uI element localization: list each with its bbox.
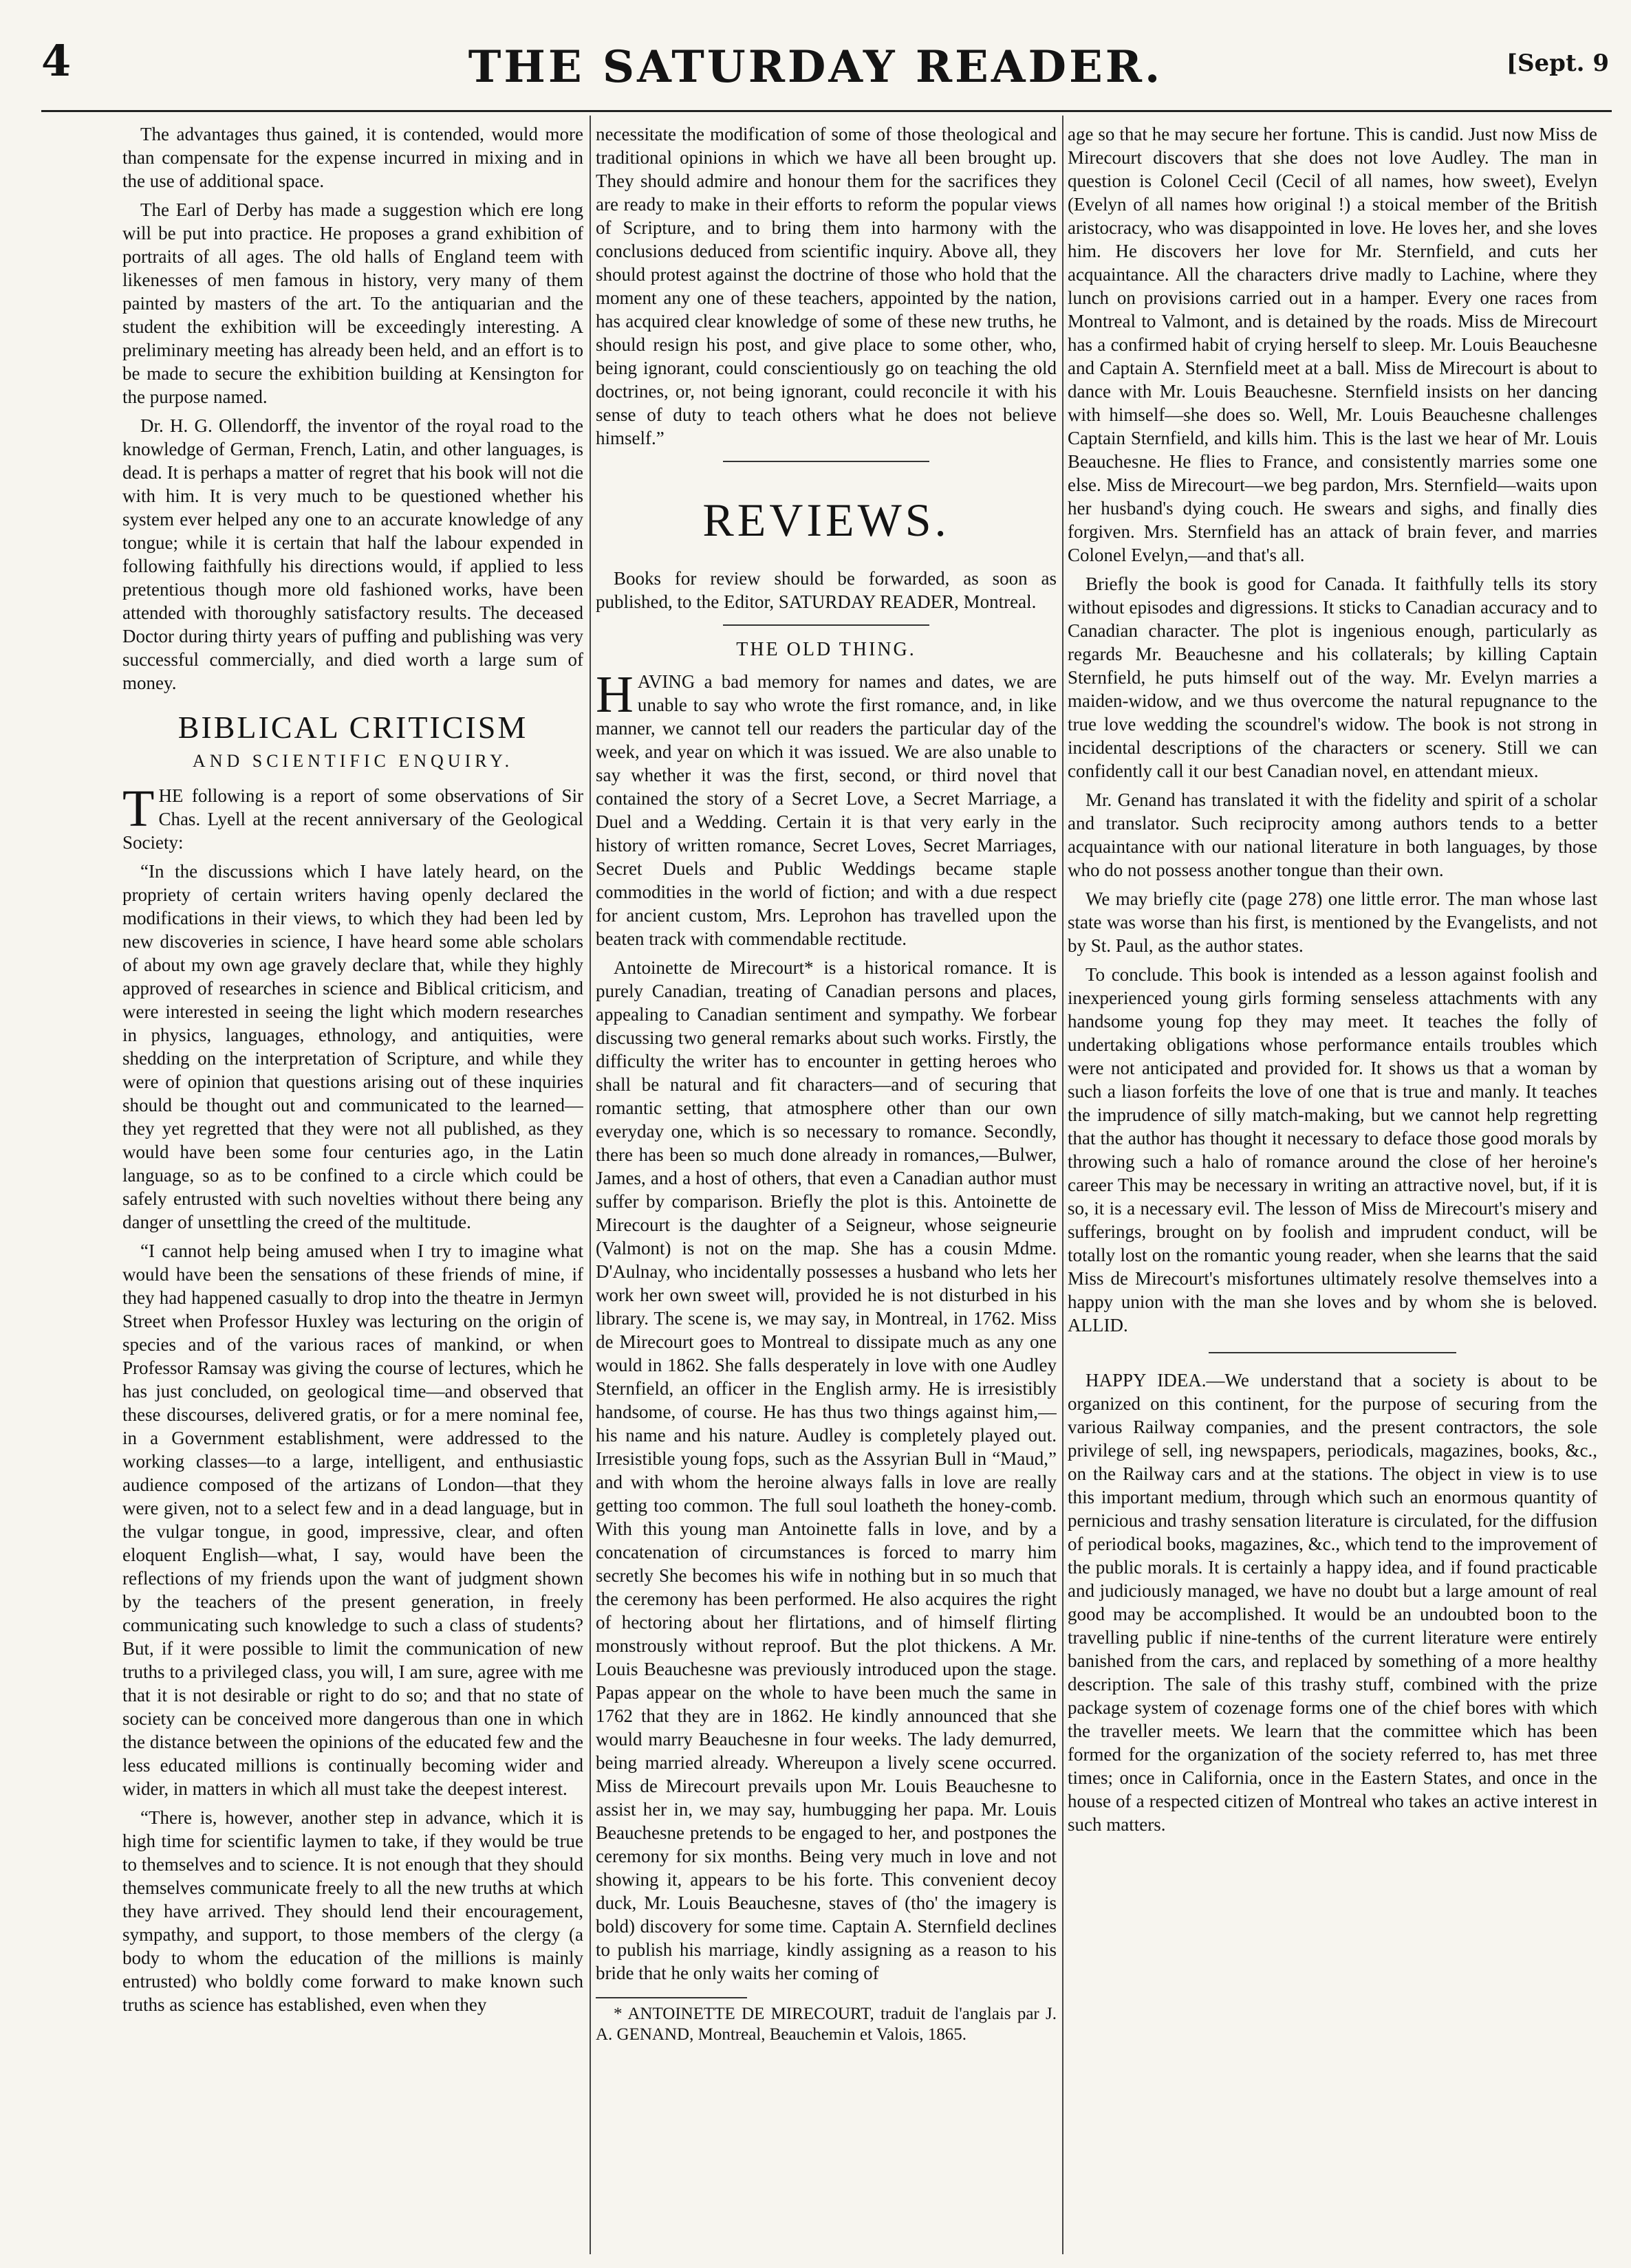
- masthead: THE SATURDAY READER.: [468, 41, 1163, 93]
- paragraph-lead: [122, 780, 583, 854]
- column-3: [1068, 122, 1597, 2254]
- header-rule: [41, 110, 1612, 112]
- paragraph-lead: [596, 666, 1057, 950]
- article-heading: BIBLICAL CRITICISM: [177, 710, 528, 745]
- drop-cap: H: [596, 666, 634, 723]
- paragraph: We may briefly cite (page 278) one little error. The man whose last state was worse than his first, is mentioned by the Evangelists, and not by St. Paul, as the author states.: [1068, 888, 1597, 956]
- column-divider-1: [590, 116, 591, 2254]
- lead-text: AVING a bad memory for names and dates, we are unable to say who wrote the first romance, and, in like manner, we cannot tell our readers the particular day of the week, and year on which it was issued. We are also unable to say whether it was the first, second, or third novel that contained the story of a Secret Love, a Secret Marriage, a Duel and a Wedding. Certain it is that very early in the history of written romance, Secret Loves, Secret Marriages, Secret Duels and Public Weddings became staple commodities in the world of fiction; and with a due respect for ancient custom, Mrs. Leprohon has travelled upon the beaten track with commendable rectitude.: [596, 671, 1057, 949]
- paragraph: The advantages thus gained, it is contended, would more than compensate for the expense incurred in mixing and in the use of additional space.: [122, 124, 583, 191]
- section-rule: [723, 624, 929, 626]
- column-2: [596, 122, 1057, 2254]
- paragraph: Briefly the book is good for Canada. It faithfully tells its story without episodes and digressions. It sticks to Canadian accuracy and to Canadian character. The plot is ingenious enough, particularly as regards Mr. Beauchesne and his collaterals; by killing Captain Sternfield, he puts himself out of the way. Mr. Evelyn marries a maiden-widow, and we thus overcome the natural repugnance to the true love wedding the scoundrel's widow. The book is not strong in incidental descriptions of the characters or scenery. Still we can confidently call it our best Canadian novel, en attendant mieux.: [1068, 574, 1597, 781]
- paragraph: “There is, however, another step in advance, which it is high time for scientific laymen to take, if they would be true to themselves and to science. It is not enough that they should themselves communicate freely to all the new truths at which they have arrived. They should lend their encouragement, sympathy, and support, to those members of the clergy (a body to whom the education of the millions is mainly entrusted) who boldly come forward to make known such truths as science has established, even when they: [122, 1807, 583, 2015]
- reviews-heading: REVIEWS.: [702, 494, 950, 546]
- review-title: THE OLD THING.: [736, 639, 916, 660]
- paragraph: The Earl of Derby has made a suggestion which ere long will be put into practice. He proposes a grand exhibition of portraits of all ages. The old halls of England teem with likenesses of men famous in history, very many of them painted by masters of the art. To the antiquarian and the student the exhibition will be exceedingly interesting. A preliminary meeting has already been held, and an effort is to be made to secure the exhibition building at Kensington for the purpose named.: [122, 199, 583, 407]
- footnote-rule: [596, 1997, 747, 1998]
- paragraph: Mr. Genand has translated it with the fidelity and spirit of a scholar and translator. Such reciprocity among authors tends to a better acquaintance with our national literature in both languages, by those who do not possess another tongue than their own.: [1068, 789, 1597, 880]
- reviews-notice: Books for review should be forwarded, as soon as published, to the Editor, SATURDAY READER, Montreal.: [596, 568, 1057, 612]
- page-header: [0, 0, 1631, 103]
- section-rule: [723, 461, 929, 462]
- issue-date: [Sept. 9: [1506, 50, 1609, 77]
- column-divider-2: [1062, 116, 1063, 2254]
- paragraph: To conclude. This book is intended as a lesson against foolish and inexperienced young girls forming senseless attachments with any handsome young fop they may meet. It teaches the folly of undertaking obligations whose performance entails troubles which were not anticipated and provided for. It shows us that a woman by such a liason forfeits the love of one that is true and manly. It teaches the imprudence of silly match-making, but we cannot help regretting that the author has thought it necessary to deface those good morals by throwing such a halo of romance around the close of her heroine's career This may be necessary in writing an attractive novel, but, if it is so, it is a necessary evil. The lesson of Miss de Mirecourt's misery and sufferings, brought on by foolish and imprudent conduct, will be totally lost on the romantic young reader, when she learns that the said Miss de Mirecourt's misfortunes ultimately resolve themselves into a happy union with the man she loves and by whom she is beloved. ALLID.: [1068, 964, 1597, 1335]
- paragraph: Dr. H. G. Ollendorff, the inventor of the royal road to the knowledge of German, French, Latin, and other languages, is dead. It is perhaps a matter of regret that his book will not die with him. It is very much to be questioned whether his system ever helped any one to an accurate knowledge of any tongue; while it is certain that half the labour expended in following faithfully his directions would, if applied to less pretentious though more old fashioned works, have been attended with thoroughly satisfactory results. The deceased Doctor during thirty years of puffing and publishing was very successful commercially, and died worth a large sum of money.: [122, 415, 583, 693]
- drop-cap: T: [122, 780, 155, 838]
- article-subheading: AND SCIENTIFIC ENQUIRY.: [192, 751, 514, 771]
- page-number: 4: [41, 36, 72, 86]
- section-rule: [1209, 1352, 1456, 1353]
- paragraph: necessitate the modification of some of those theological and traditional opinions in which we have all been brought up. They should admire and honour them for the sacrifices they are ready to make in their efforts to reform the popular views of Scripture, and to bring them into harmony with the conclusions deduced from scientific inquiry. Above all, they should protest against the doctrine of those who hold that the moment any one of these teachers, appointed by the nation, has acquired clear knowledge of some of these new truths, he should resign his post, and give place to some other, who, being ignorant, could conscientiously go on teaching the old doctrines, or, not being ignorant, could reconcile it with his sense of duty to teach others what he does not believe himself.”: [596, 124, 1057, 448]
- footnote: * ANTOINETTE DE MIRECOURT, traduit de l'anglais par J. A. GENAND, Montreal, Beauchemin et Valois, 1865.: [596, 2005, 1057, 2044]
- paragraph: “I cannot help being amused when I try to imagine what would have been the sensations of these friends of mine, if they had happened casually to drop into the theatre in Jermyn Street when Professor Huxley was lecturing on the origin of species and of the various races of mankind, or when Professor Ramsay was giving the course of lectures, which he has just concluded, on geological time—and observed that these discourses, delivered gratis, or for a mere nominal fee, in a Government establishment, were addressed to the working classes—to a large, intelligent, and enthusiastic audience composed of the artizans of London—that they were given, not to a select few and in a dead language, but in the vulgar tongue, in good, impressive, clear, and often eloquent English—what, I say, would have been the reflections of my friends upon the want of judgment shown by the teachers of the present generation, in freely communicating such knowledge to such a class of students? But, if it were possible to limit the communication of new truths to a privileged class, you will, I am sure, agree with me that it is not desirable or right to do so; and that no state of society can be conceived more dangerous than one in which the distance between the opinions of the educated few and the less educated millions is continually becoming wider and wider, in matters in which all must take the deepest interest.: [122, 1241, 583, 1799]
- column-1: [122, 122, 583, 2254]
- paragraph: HAPPY IDEA.—We understand that a society is about to be organized on this continent, for the purpose of securing from the various Railway companies, and the present contractors, the sole privilege of sell, ing newspapers, periodicals, magazines, books, &c., on the Railway cars and at the stations. The object in view is to use this important medium, through which such an enormous quantity of pernicious and trashy sensation literature is circulated, for the diffusion of periodical books, magazines, &c., which tend to the improvement of the public morals. It is certainly a happy idea, and if found practicable and judiciously managed, we have no doubt but a large amount of real good may be accomplished. It would be an undoubted boon to the travelling public if nine-tenths of the current literature were entirely banished from the cars, and replaced by something of a more healthy description. The sale of this trashy stuff, combined with the prize package system of cozenage forms one of the chief bores with which the traveller meets. We learn that the committee which has been formed for the organization of the society referred to, has met three times; once in California, once in the Eastern States, and once in the house of a respected citizen of Montreal who takes an active interest in such matters.: [1068, 1370, 1597, 1835]
- lead-text: HE following is a report of some observations of Sir Chas. Lyell at the recent anniversary of the Geological Society:: [122, 785, 583, 853]
- paragraph: “In the discussions which I have lately heard, on the propriety of certain writers having openly declared the modifications in their views, to which they had been led by new discoveries in science, I have heard some able scholars of about my own age gravely declare that, while they highly approved of researches in science and Biblical criticism, and were interested in seeing the light which modern researches in physics, languages, ethnology, and antiquities, were shedding on the interpretation of Scripture, and while they were of opinion that questions arising out of these inquiries should be thought out and communicated to the learned—they yet regretted that they were not all published, as they would have been some four centuries ago, in the Latin language, so as to be confined to a circle which could be safely entrusted with such novelties without there being any danger of unsettling the creed of the multitude.: [122, 861, 583, 1232]
- paragraph: Antoinette de Mirecourt* is a historical romance. It is purely Canadian, treating of Canadian persons and places, appealing to Canadian sentiment and sympathy. We forbear discussing two general remarks about such works. Firstly, the difficulty the writer has to encounter in getting heroes who shall be natural and fit characters—and of securing that romantic setting, that atmosphere other than our own everyday one, which is so necessary to romance. Secondly, there has been so much done already in romances,—Bulwer, James, and a host of others, that even a Canadian author must suffer by comparison. Briefly the plot is this. Antoinette de Mirecourt is the daughter of a Seigneur, whose seigneurie (Valmont) is not on the map. She has a cousin Mdme. D'Aulnay, who incidentally possesses a husband who lets her work her own sweet will, provided he is not disturbed in his library. The scene is, we may say, in Montreal, in 1762. Miss de Mirecourt goes to Montreal to dissipate much as any one would in 1862. She falls desperately in love with one Audley Sternfield, an officer in the English army. He is irresistibly handsome, of course. He has thus two things against him,—his name and his nature. Audley is completely played out. Irresistible young fops, such as the Assyrian Bull in “Maud,” and with whom the heroine always falls in love are really getting too common. The full soul loatheth the honey-comb. With this young man Antoinette falls in love, and by a concatenation of circumstances is forced to marry him secretly She becomes his wife in nothing but in so much that the ceremony has been performed. He also acquires the right of hectoring about her flirtations, and of himself flirting monstrously without reproof. But the plot thickens. A Mr. Louis Beauchesne was previously introduced upon the stage. Papas appear on the whole to have been much the same in 1762 that they are in 1862. He kindly announced that she would marry Beauchesne in four weeks. The lady demurred, being married already. Whereupon a lively scene occurred. Miss de Mirecourt prevails upon Mr. Louis Beauchesne to assist her in, we may say, humbugging her papa. Mr. Louis Beauchesne pretends to be engaged to her, and postpones the ceremony for six months. Being very much in love and not showing it, appears to be his forte. This convenient decoy duck, Mr. Louis Beauchesne, staves of (tho' the imagery is bold) discovery for some time. Captain A. Sternfield declines to publish his marriage, kindly assigning as a reason to his bride that he only waits her coming of: [596, 957, 1057, 1983]
- paragraph: age so that he may secure her fortune. This is candid. Just now Miss de Mirecourt discovers that she does not love Audley. The man in question is Colonel Cecil (Cecil of all names, how sweet), Evelyn (Evelyn of all names how original !) a stoical member of the British aristocracy, who was disappointed in love. He loves her, and she loves him. He discovers her love for Mr. Sternfield, and cuts her acquaintance. All the characters drive madly to Lachine, where they lunch on provisions carried out in a hamper. Every one races from Montreal to Valmont, and is detained by the roads. Miss de Mirecourt has a confirmed habit of crying herself to sleep. Mr. Louis Beauchesne and Captain A. Sternfield meet at a ball. Miss de Mirecourt is about to dance with Mr. Louis Beauchesne. Sternfield insists on her dancing with himself—she does so. Well, Mr. Louis Beauchesne challenges Captain Sternfield, and kills him. This is the last we hear of Mr. Louis Beauchesne. He flies to France, and consistently marries some one else. Miss de Mirecourt—we beg pardon, Mrs. Sternfield—waits upon her husband's dying couch. He swears and sighs, and finally dies forgiven. Mrs. Sternfield has an attack of brain fever, and marries Colonel Evelyn,—and that's all.: [1068, 124, 1597, 565]
